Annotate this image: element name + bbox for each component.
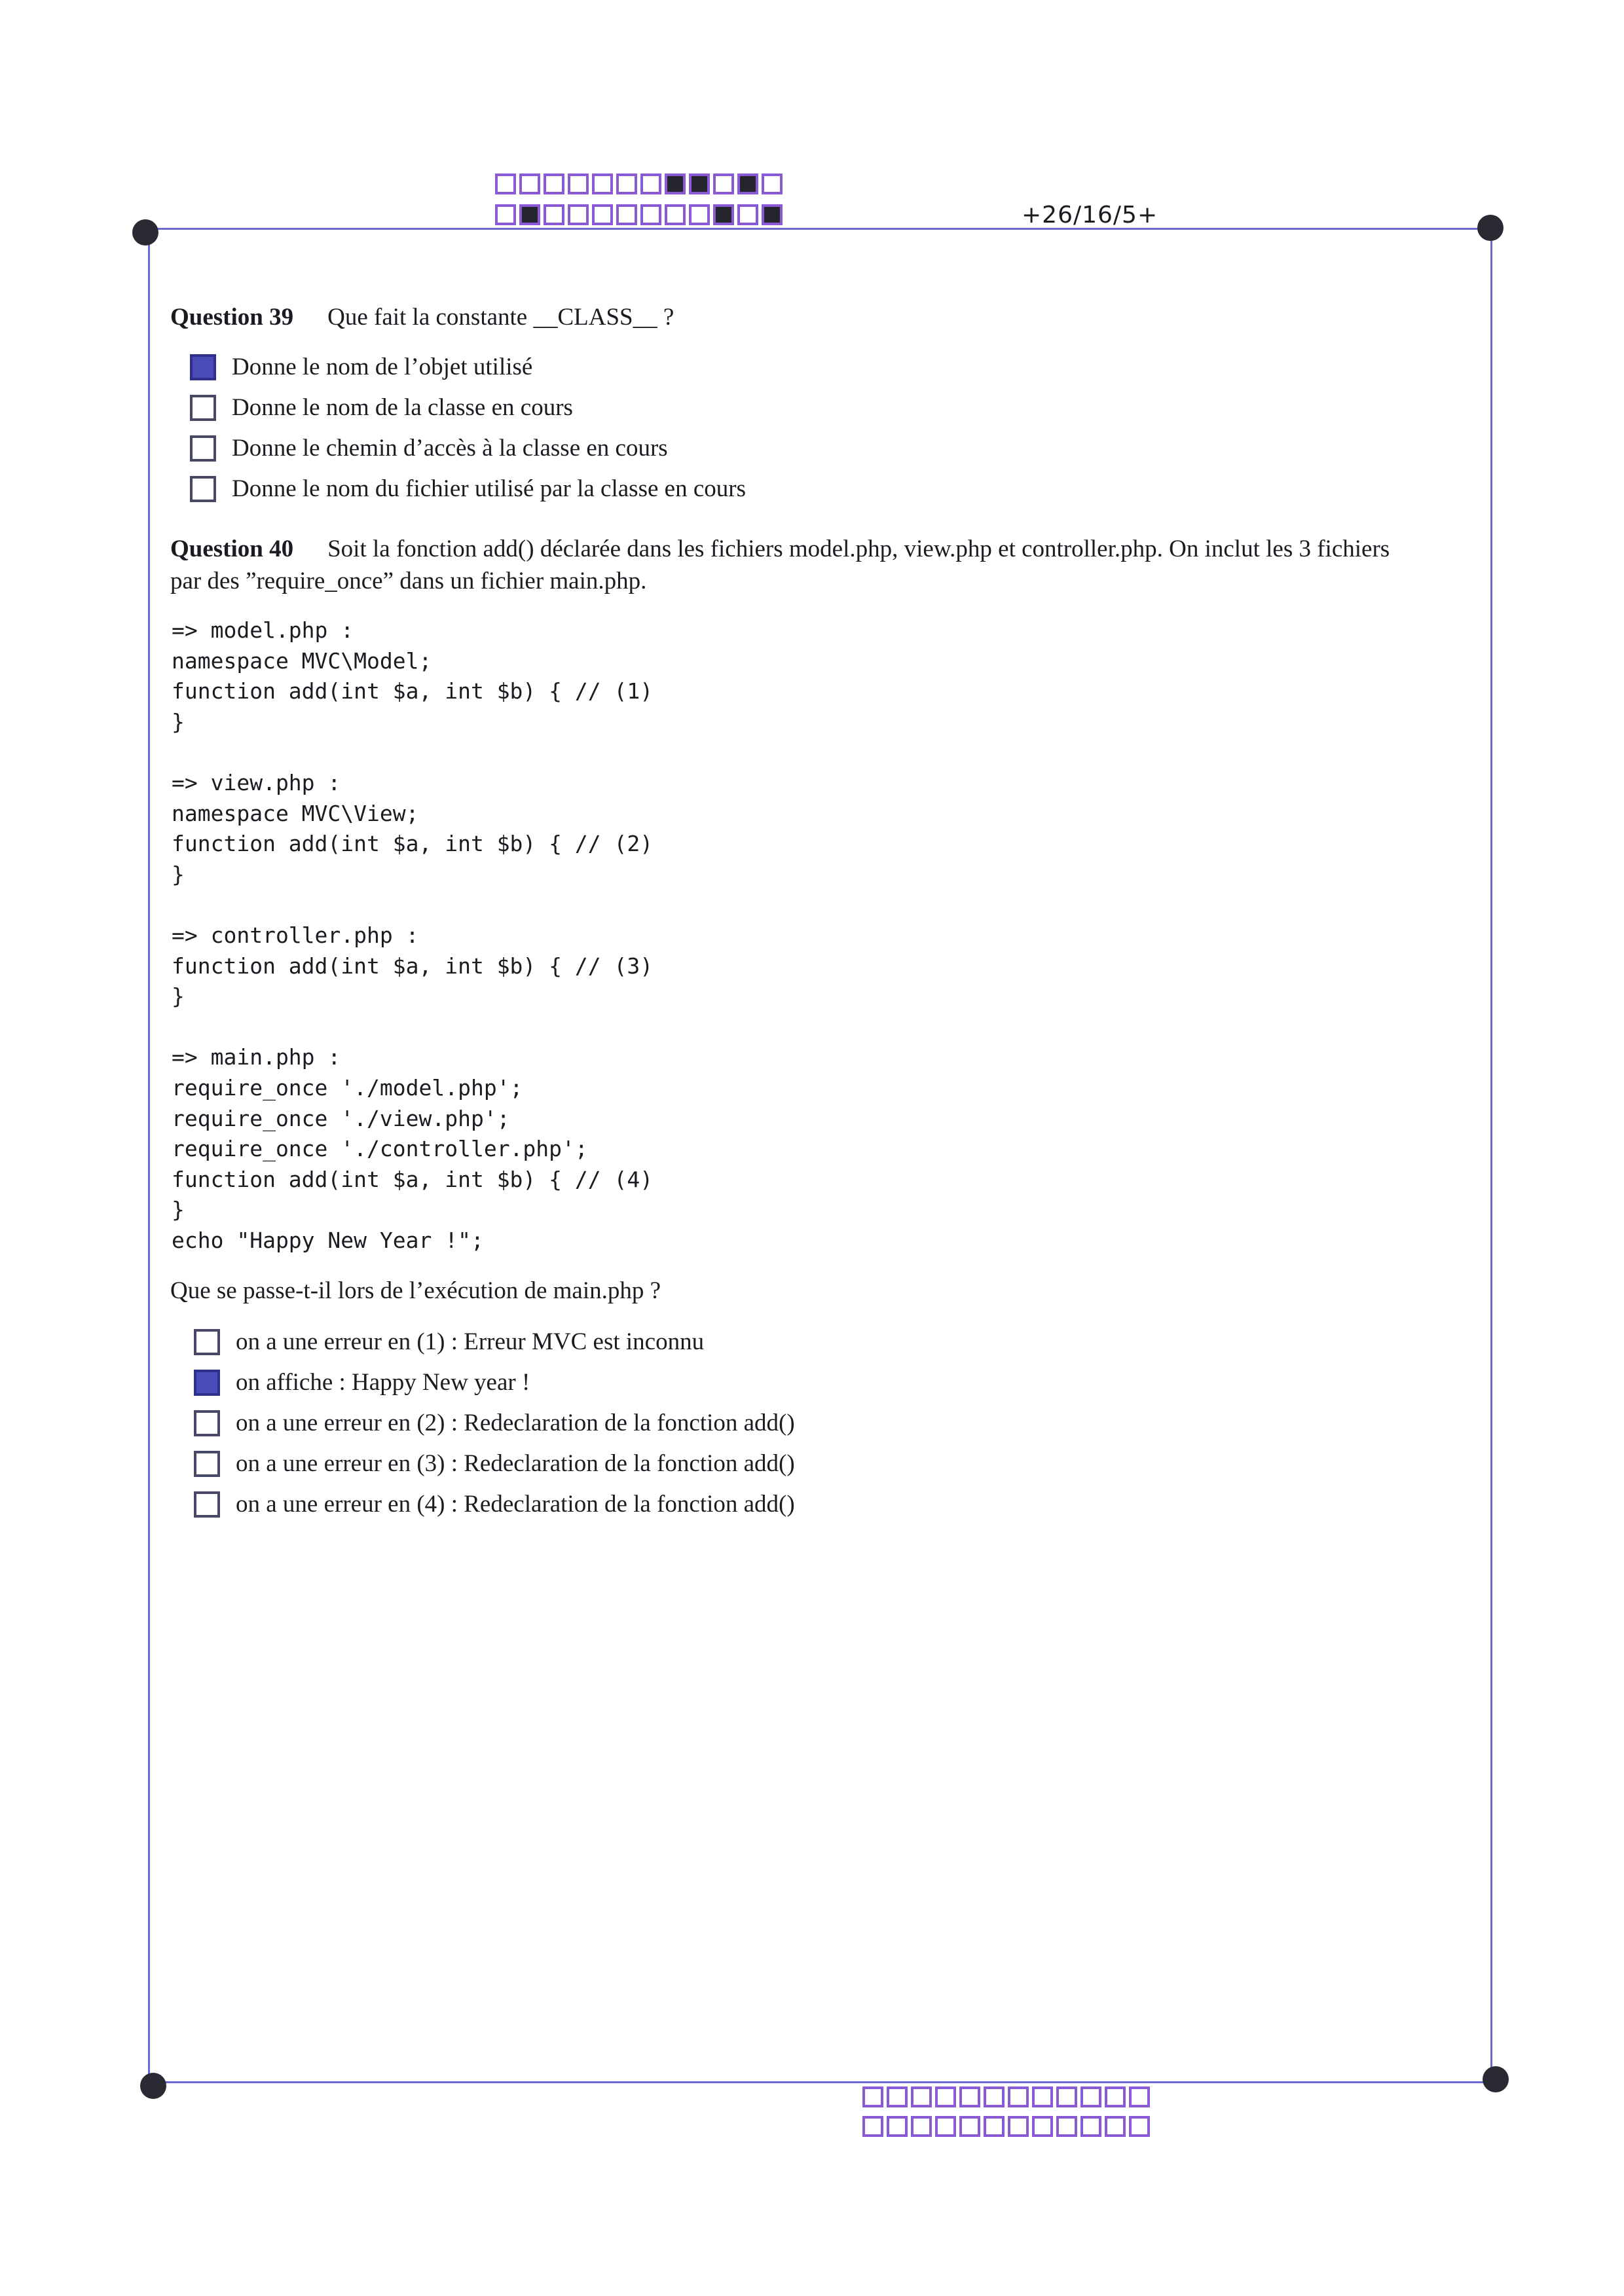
code-box [935, 2116, 956, 2137]
code-box [1105, 2116, 1126, 2137]
code-box [1129, 2086, 1150, 2107]
code-box [862, 2086, 883, 2107]
corner-mark-bottom-left [140, 2073, 166, 2099]
code-line: => model.php : [172, 617, 354, 643]
code-line: => main.php : [172, 1044, 341, 1070]
checkbox[interactable] [194, 1410, 220, 1436]
code-line: } [172, 1197, 185, 1223]
answer-label: on a une erreur en (3) : Redeclaration de la fonction add() [236, 1450, 795, 1477]
code-box [544, 173, 564, 194]
checkbox[interactable] [194, 1329, 220, 1355]
frame-bottom-line [153, 2081, 1496, 2083]
code-box [984, 2116, 1005, 2137]
code-box [568, 204, 589, 225]
code-box [519, 173, 540, 194]
code-box [616, 204, 637, 225]
code-box [640, 204, 661, 225]
code-line [172, 1012, 653, 1043]
answer-label: Donne le nom de l’objet utilisé [232, 354, 533, 380]
corner-mark-bottom-right [1483, 2066, 1509, 2092]
question-40-title [170, 535, 1390, 563]
code-box [1032, 2086, 1053, 2107]
code-box [1008, 2086, 1029, 2107]
code-box [640, 173, 661, 194]
code-line: function add(int $a, int $b) { // (3) [172, 953, 654, 979]
code-box [1056, 2086, 1077, 2107]
checkbox[interactable] [190, 435, 216, 462]
checkbox[interactable] [194, 1491, 220, 1518]
code-box [911, 2116, 932, 2137]
code-box [568, 173, 589, 194]
answer-option[interactable] [194, 1449, 795, 1478]
code-box [984, 2086, 1005, 2107]
answer-option[interactable] [190, 475, 746, 503]
top-id-code-row-1 [495, 173, 786, 194]
code-box [737, 173, 758, 194]
answer-label: on a une erreur en (1) : Erreur MVC est inconnu [236, 1328, 705, 1355]
checkbox-checked[interactable] [190, 354, 216, 380]
code-line: namespace MVC\View; [172, 800, 419, 826]
answer-option[interactable] [194, 1409, 795, 1437]
answer-label: Donne le nom de la classe en cours [232, 394, 573, 421]
code-box [713, 173, 734, 194]
bottom-id-code-row-1 [862, 2086, 1153, 2107]
code-box [592, 204, 613, 225]
code-line: echo "Happy New Year !"; [172, 1227, 484, 1253]
frame-right-line [1490, 230, 1492, 2077]
code-box [616, 173, 637, 194]
question-prompt: Que se passe-t-il lors de l’exécution de main.php ? [170, 1277, 661, 1304]
code-line: function add(int $a, int $b) { // (1) [172, 678, 654, 704]
code-box [887, 2086, 908, 2107]
code-box [1080, 2116, 1101, 2137]
code-box [665, 173, 686, 194]
code-box [495, 173, 516, 194]
code-line: } [172, 983, 185, 1010]
code-box [762, 173, 783, 194]
answer-label: on affiche : Happy New year ! [236, 1369, 530, 1396]
question-text: Soit la fonction add() déclarée dans les fichiers model.php, view.php et controller.php. On inclut les 3 fichiers [327, 536, 1390, 562]
code-line: } [172, 708, 185, 735]
code-line: require_once './controller.php'; [172, 1136, 588, 1162]
code-box [689, 204, 710, 225]
checkbox[interactable] [190, 476, 216, 502]
code-box [1032, 2116, 1053, 2137]
answer-label: Donne le chemin d’accès à la classe en cours [232, 435, 668, 462]
answer-option[interactable] [190, 393, 573, 422]
code-box [713, 204, 734, 225]
code-box [959, 2086, 980, 2107]
code-box [887, 2116, 908, 2137]
code-box [862, 2116, 883, 2137]
code-box [911, 2086, 932, 2107]
checkbox[interactable] [194, 1451, 220, 1477]
code-box [544, 204, 564, 225]
page-id: +26/16/5+ [1022, 202, 1158, 228]
code-box [592, 173, 613, 194]
code-box [1008, 2116, 1029, 2137]
code-box [1056, 2116, 1077, 2137]
answer-label: on a une erreur en (4) : Redeclaration de la fonction add() [236, 1491, 795, 1518]
answer-option[interactable] [194, 1328, 704, 1356]
code-box [762, 204, 783, 225]
answer-option[interactable] [194, 1490, 795, 1518]
code-box [665, 204, 686, 225]
code-line: function add(int $a, int $b) { // (2) [172, 831, 654, 857]
code-box [689, 173, 710, 194]
code-line: } [172, 861, 185, 887]
answer-label: Donne le nom du fichier utilisé par la classe en cours [232, 475, 746, 502]
code-box [935, 2086, 956, 2107]
code-line [172, 890, 653, 920]
code-box [959, 2116, 980, 2137]
answer-option[interactable] [190, 434, 668, 462]
answer-option[interactable] [194, 1368, 530, 1396]
corner-mark-top-left [132, 219, 158, 246]
code-box [495, 204, 516, 225]
bottom-id-code-row-2 [862, 2116, 1153, 2137]
code-box [1129, 2116, 1150, 2137]
code-line: => view.php : [172, 769, 341, 795]
code-box [737, 204, 758, 225]
code-line: namespace MVC\Model; [172, 647, 432, 674]
answer-option[interactable] [190, 353, 532, 381]
code-line: => controller.php : [172, 922, 419, 948]
code-line: function add(int $a, int $b) { // (4) [172, 1166, 654, 1192]
frame-top-line [145, 228, 1490, 230]
code-box [1105, 2086, 1126, 2107]
top-id-code-row-2 [495, 204, 786, 225]
code-box [519, 204, 540, 225]
question-text: Que fait la constante __CLASS__ ? [327, 304, 674, 331]
answer-label: on a une erreur en (2) : Redeclaration de la fonction add() [236, 1410, 795, 1436]
question-39-title [170, 303, 674, 331]
frame-left-line [148, 233, 150, 2079]
question-text-continued: par des ”require_once” dans un fichier main.php. [170, 568, 647, 594]
code-listing [172, 615, 653, 1256]
code-line [172, 737, 653, 768]
code-box [1080, 2086, 1101, 2107]
code-line: require_once './model.php'; [172, 1074, 523, 1101]
question-number: Question 40 [170, 536, 294, 562]
checkbox[interactable] [190, 395, 216, 421]
code-line: require_once './view.php'; [172, 1105, 510, 1131]
question-number: Question 39 [170, 304, 294, 331]
checkbox-checked[interactable] [194, 1370, 220, 1396]
corner-mark-top-right [1477, 215, 1504, 241]
